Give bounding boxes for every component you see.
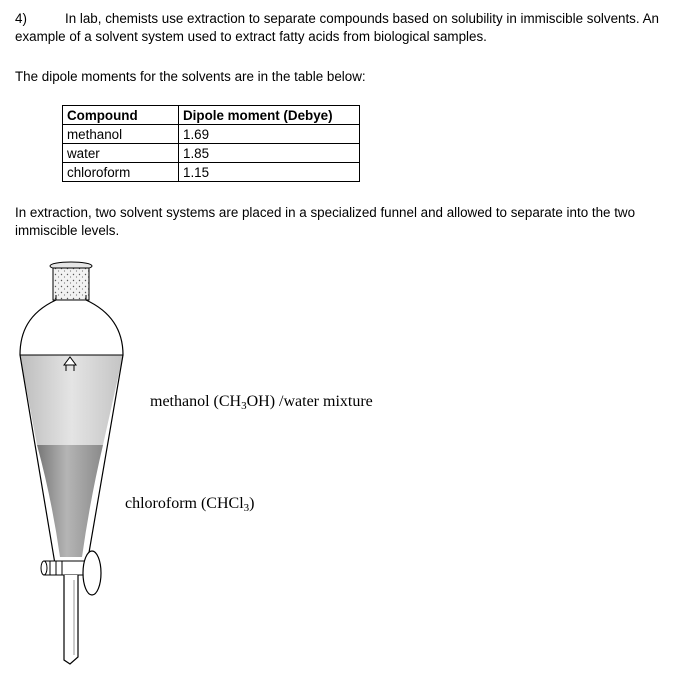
upper-label-subscript: 3 [241, 400, 247, 412]
cell-dipole: 1.15 [179, 163, 360, 182]
stopper [50, 262, 92, 300]
cell-dipole: 1.85 [179, 144, 360, 163]
question-text [15, 10, 675, 46]
question-body: In lab, chemists use extraction to separate compounds based on solubility in immiscible solvents. An example of a solvent system used to extract fatty acids from biological samples. [15, 11, 659, 44]
dipole-intro: The dipole moments for the solvents are in the table below: [15, 69, 366, 84]
cell-dipole: 1.69 [179, 125, 360, 144]
lower-layer-label [125, 495, 254, 513]
lower-label-suffix: ) [249, 495, 255, 512]
upper-layer-label [150, 393, 373, 411]
question-number: 4) [15, 11, 27, 26]
lower-label-subscript: 3 [243, 502, 250, 514]
extraction-text: In extraction, two solvent systems are placed in a specialized funnel and allowed to separate into the two immiscible levels. [15, 205, 636, 238]
table-row [63, 163, 360, 182]
lower-layer [37, 445, 103, 557]
header-dipole: Dipole moment (Debye) [179, 106, 360, 125]
separatory-funnel-illustration [0, 255, 140, 670]
upper-label-suffix: OH) /water mixture [246, 393, 373, 410]
funnel-stem [64, 575, 78, 664]
table-row [63, 144, 360, 163]
cell-compound: methanol [63, 125, 179, 144]
header-compound: Compound [63, 106, 179, 125]
cell-compound: water [63, 144, 179, 163]
table-row [63, 125, 360, 144]
table-header-row [63, 106, 360, 125]
dipole-table [62, 105, 360, 182]
cell-compound: chloroform [63, 163, 179, 182]
upper-label-prefix: methanol (CH [150, 393, 242, 410]
upper-layer [20, 355, 123, 445]
lower-label-prefix: chloroform (CHCl [125, 495, 244, 512]
